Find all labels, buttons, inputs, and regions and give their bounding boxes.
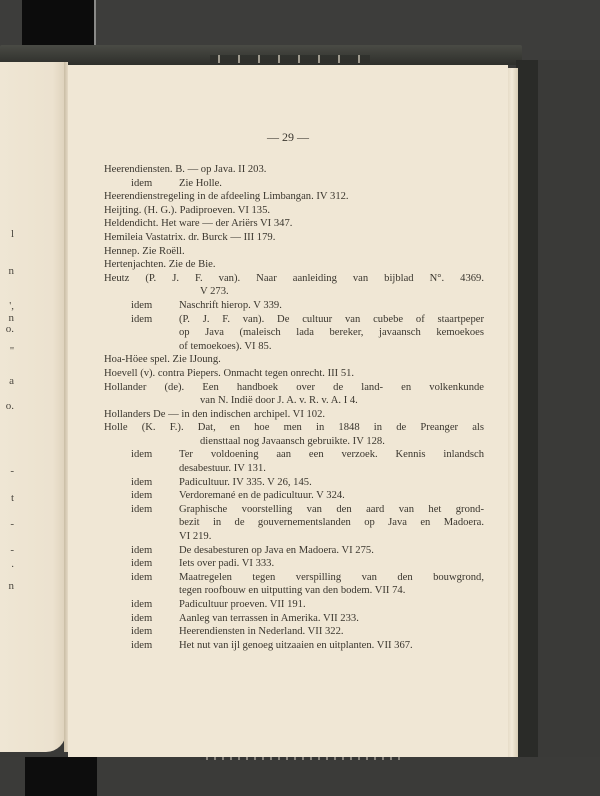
entry-text-line: tegen roofbouw en uitputting van den bodem. VII 74. bbox=[179, 585, 406, 597]
entry-heading: Hollander bbox=[104, 381, 147, 393]
entry-text-line: (P. J. F. van). Naar aanleiding van bijblad N°. 4369. bbox=[145, 272, 484, 284]
entry-text-line: Aanleg van terrassen in Amerika. VII 233. bbox=[179, 612, 359, 624]
entry-text-line: diensttaal nog Javaansch gebruikte. IV 128. bbox=[200, 435, 385, 447]
entry-text-line: spel. Zie IJoung. bbox=[150, 354, 221, 366]
left-page-text-fragment: o. bbox=[5, 400, 14, 412]
index-entry bbox=[104, 231, 484, 245]
left-page-text-fragment: a bbox=[9, 375, 14, 387]
left-page-text-fragment: '' bbox=[10, 345, 14, 357]
entry-text-line: Padicultuur. IV 335. V 26, 145. bbox=[179, 476, 312, 488]
entry-text-line: Ter voldoening aan een verzoek. Kennis inlandsch bbox=[179, 449, 484, 461]
entry-idem-label: idem bbox=[131, 639, 153, 651]
entry-idem-label: idem bbox=[131, 449, 153, 461]
entry-text-line: Het ware — der Ariërs VI 347. bbox=[161, 218, 293, 230]
entry-heading: Hollanders bbox=[104, 408, 151, 420]
index-entry bbox=[104, 571, 484, 598]
index-entry bbox=[104, 448, 484, 475]
index-entry bbox=[104, 421, 484, 448]
page-edges bbox=[508, 68, 518, 757]
entry-idem-label: idem bbox=[131, 476, 153, 488]
entry-text-line: V 273. bbox=[200, 286, 229, 298]
index-entry bbox=[104, 204, 484, 218]
left-page-text-fragment: . bbox=[11, 558, 14, 570]
entry-text-line: VI 219. bbox=[179, 531, 212, 543]
index-entry bbox=[104, 408, 484, 422]
entry-heading: Heijting. bbox=[104, 204, 142, 216]
entry-text-line: Vastatrix. dr. Burck — III 179. bbox=[145, 231, 276, 243]
index-entries bbox=[104, 163, 484, 652]
entry-text-line: in de afdeeling Limbangan. IV 312. bbox=[197, 191, 349, 203]
index-entry bbox=[104, 313, 484, 354]
entry-text-line: op Java (maleisch lada bereker, javaansch kemoekoes bbox=[179, 327, 484, 339]
entry-idem-label: idem bbox=[131, 177, 153, 189]
entry-heading: Holle bbox=[104, 422, 128, 434]
entry-idem-label: idem bbox=[131, 503, 153, 515]
entry-idem-label: idem bbox=[131, 612, 153, 624]
left-page-text-fragment: n bbox=[8, 265, 14, 277]
index-entry bbox=[104, 544, 484, 558]
entry-text-line: B. — op Java. II 203. bbox=[175, 164, 267, 175]
entry-text-line: Zie de Bie. bbox=[168, 259, 216, 271]
entry-text-line: Padicultuur proeven. VII 191. bbox=[179, 599, 306, 610]
entry-text-line: (de). Een handboek over de land- en volkenkunde bbox=[164, 381, 484, 393]
entry-idem-label: idem bbox=[131, 558, 153, 570]
index-entry bbox=[104, 299, 484, 313]
index-entry bbox=[104, 245, 484, 259]
index-entry bbox=[104, 503, 484, 544]
left-page-text-fragment: - bbox=[10, 518, 14, 530]
left-page-text-fragment: t bbox=[10, 492, 14, 504]
entry-heading: Hertenjachten. bbox=[104, 259, 167, 271]
entry-text-line: (H. G.). Padiproeven. VI 135. bbox=[144, 204, 271, 216]
entry-idem-label: idem bbox=[131, 299, 153, 311]
left-page-text-fragment: ', bbox=[9, 300, 14, 312]
entry-idem-label: idem bbox=[131, 599, 153, 610]
entry-heading: Hoa-Höee bbox=[104, 354, 148, 366]
entry-text-line: Het nut van ijl genoeg uitzaaien en uitplanten. VII 367. bbox=[179, 639, 413, 651]
index-entry bbox=[104, 476, 484, 490]
entry-heading: Heerendiensten. bbox=[104, 164, 173, 175]
left-page-text-fragment: l bbox=[10, 228, 14, 240]
entry-text-line: De desabesturen op Java en Madoera. VI 275. bbox=[179, 544, 374, 556]
index-entry bbox=[104, 381, 484, 408]
index-entry bbox=[104, 258, 484, 272]
entry-text-line: (K. F.). Dat, en hoe men in 1848 in de Preanger als bbox=[141, 422, 484, 434]
entry-text-line: bezit in de gouvernementslanden op Java en Madoera. bbox=[179, 517, 484, 529]
book-cover-right bbox=[516, 60, 538, 760]
left-page-text-fragment: o. bbox=[5, 323, 14, 335]
page-number: — 29 — bbox=[267, 130, 309, 144]
index-entry bbox=[104, 190, 484, 204]
entry-heading: Heutz bbox=[104, 272, 130, 284]
index-entry bbox=[104, 217, 484, 231]
entry-idem-label: idem bbox=[131, 571, 153, 583]
index-entry bbox=[104, 625, 484, 639]
entry-heading: Hoevell bbox=[104, 367, 138, 379]
index-entry bbox=[104, 163, 484, 177]
entry-text-line: Naschrift hierop. V 339. bbox=[179, 299, 282, 311]
entry-heading: Hennep. bbox=[104, 245, 140, 257]
entry-text-line: De — in den indischen archipel. VI 102. bbox=[153, 408, 326, 420]
entry-idem-label: idem bbox=[131, 313, 153, 325]
index-entry bbox=[104, 272, 484, 299]
entry-heading: Heerendienstregeling bbox=[104, 191, 195, 203]
entry-text-line: (P. J. F. van). De cultuur van cubebe of staartpeper bbox=[179, 313, 484, 325]
entry-text-line: Verdoremané en de padicultuur. V 324. bbox=[179, 490, 345, 502]
index-entry bbox=[104, 177, 484, 191]
left-page-text-fragment: n bbox=[8, 580, 14, 592]
entry-text-line: (v). contra Piepers. Onmacht tegen onrecht. III 51. bbox=[140, 367, 355, 379]
left-page-text-fragment: - bbox=[10, 465, 14, 477]
entry-text-line: of temoekoes). VI 85. bbox=[179, 340, 272, 352]
entry-heading: Heldendicht. bbox=[104, 218, 159, 230]
index-entry bbox=[104, 612, 484, 626]
background-dark-gap-bottom bbox=[25, 757, 97, 796]
entry-text-line: desabestuur. IV 131. bbox=[179, 463, 266, 475]
index-entry bbox=[104, 557, 484, 571]
entry-idem-label: idem bbox=[131, 490, 153, 502]
left-page-text-fragment: - bbox=[10, 544, 14, 556]
entry-text-line: Maatregelen tegen verspilling van den bouwgrond, bbox=[179, 571, 484, 583]
entry-idem-label: idem bbox=[131, 626, 153, 638]
entry-text-line: Graphische voorstelling van den aard van het grond- bbox=[179, 503, 484, 515]
index-entry bbox=[104, 489, 484, 503]
entry-text-line: Iets over padi. VI 333. bbox=[179, 558, 275, 570]
index-entry bbox=[104, 367, 484, 381]
marbled-edge-top bbox=[210, 55, 370, 63]
left-page-text-fragment: n bbox=[8, 312, 14, 324]
entry-text-line: van N. Indië door J. A. v. R. v. A. I 4. bbox=[200, 395, 358, 407]
entry-text-line: Zie Holle. bbox=[179, 177, 222, 189]
index-entry bbox=[104, 639, 484, 653]
entry-heading: Hemileia bbox=[104, 231, 143, 243]
entry-idem-label: idem bbox=[131, 544, 153, 556]
index-entry bbox=[104, 353, 484, 367]
entry-text-line: Heerendiensten in Nederland. VII 322. bbox=[179, 626, 344, 638]
entry-text-line: Zie Roëll. bbox=[142, 245, 185, 257]
index-entry bbox=[104, 598, 484, 612]
